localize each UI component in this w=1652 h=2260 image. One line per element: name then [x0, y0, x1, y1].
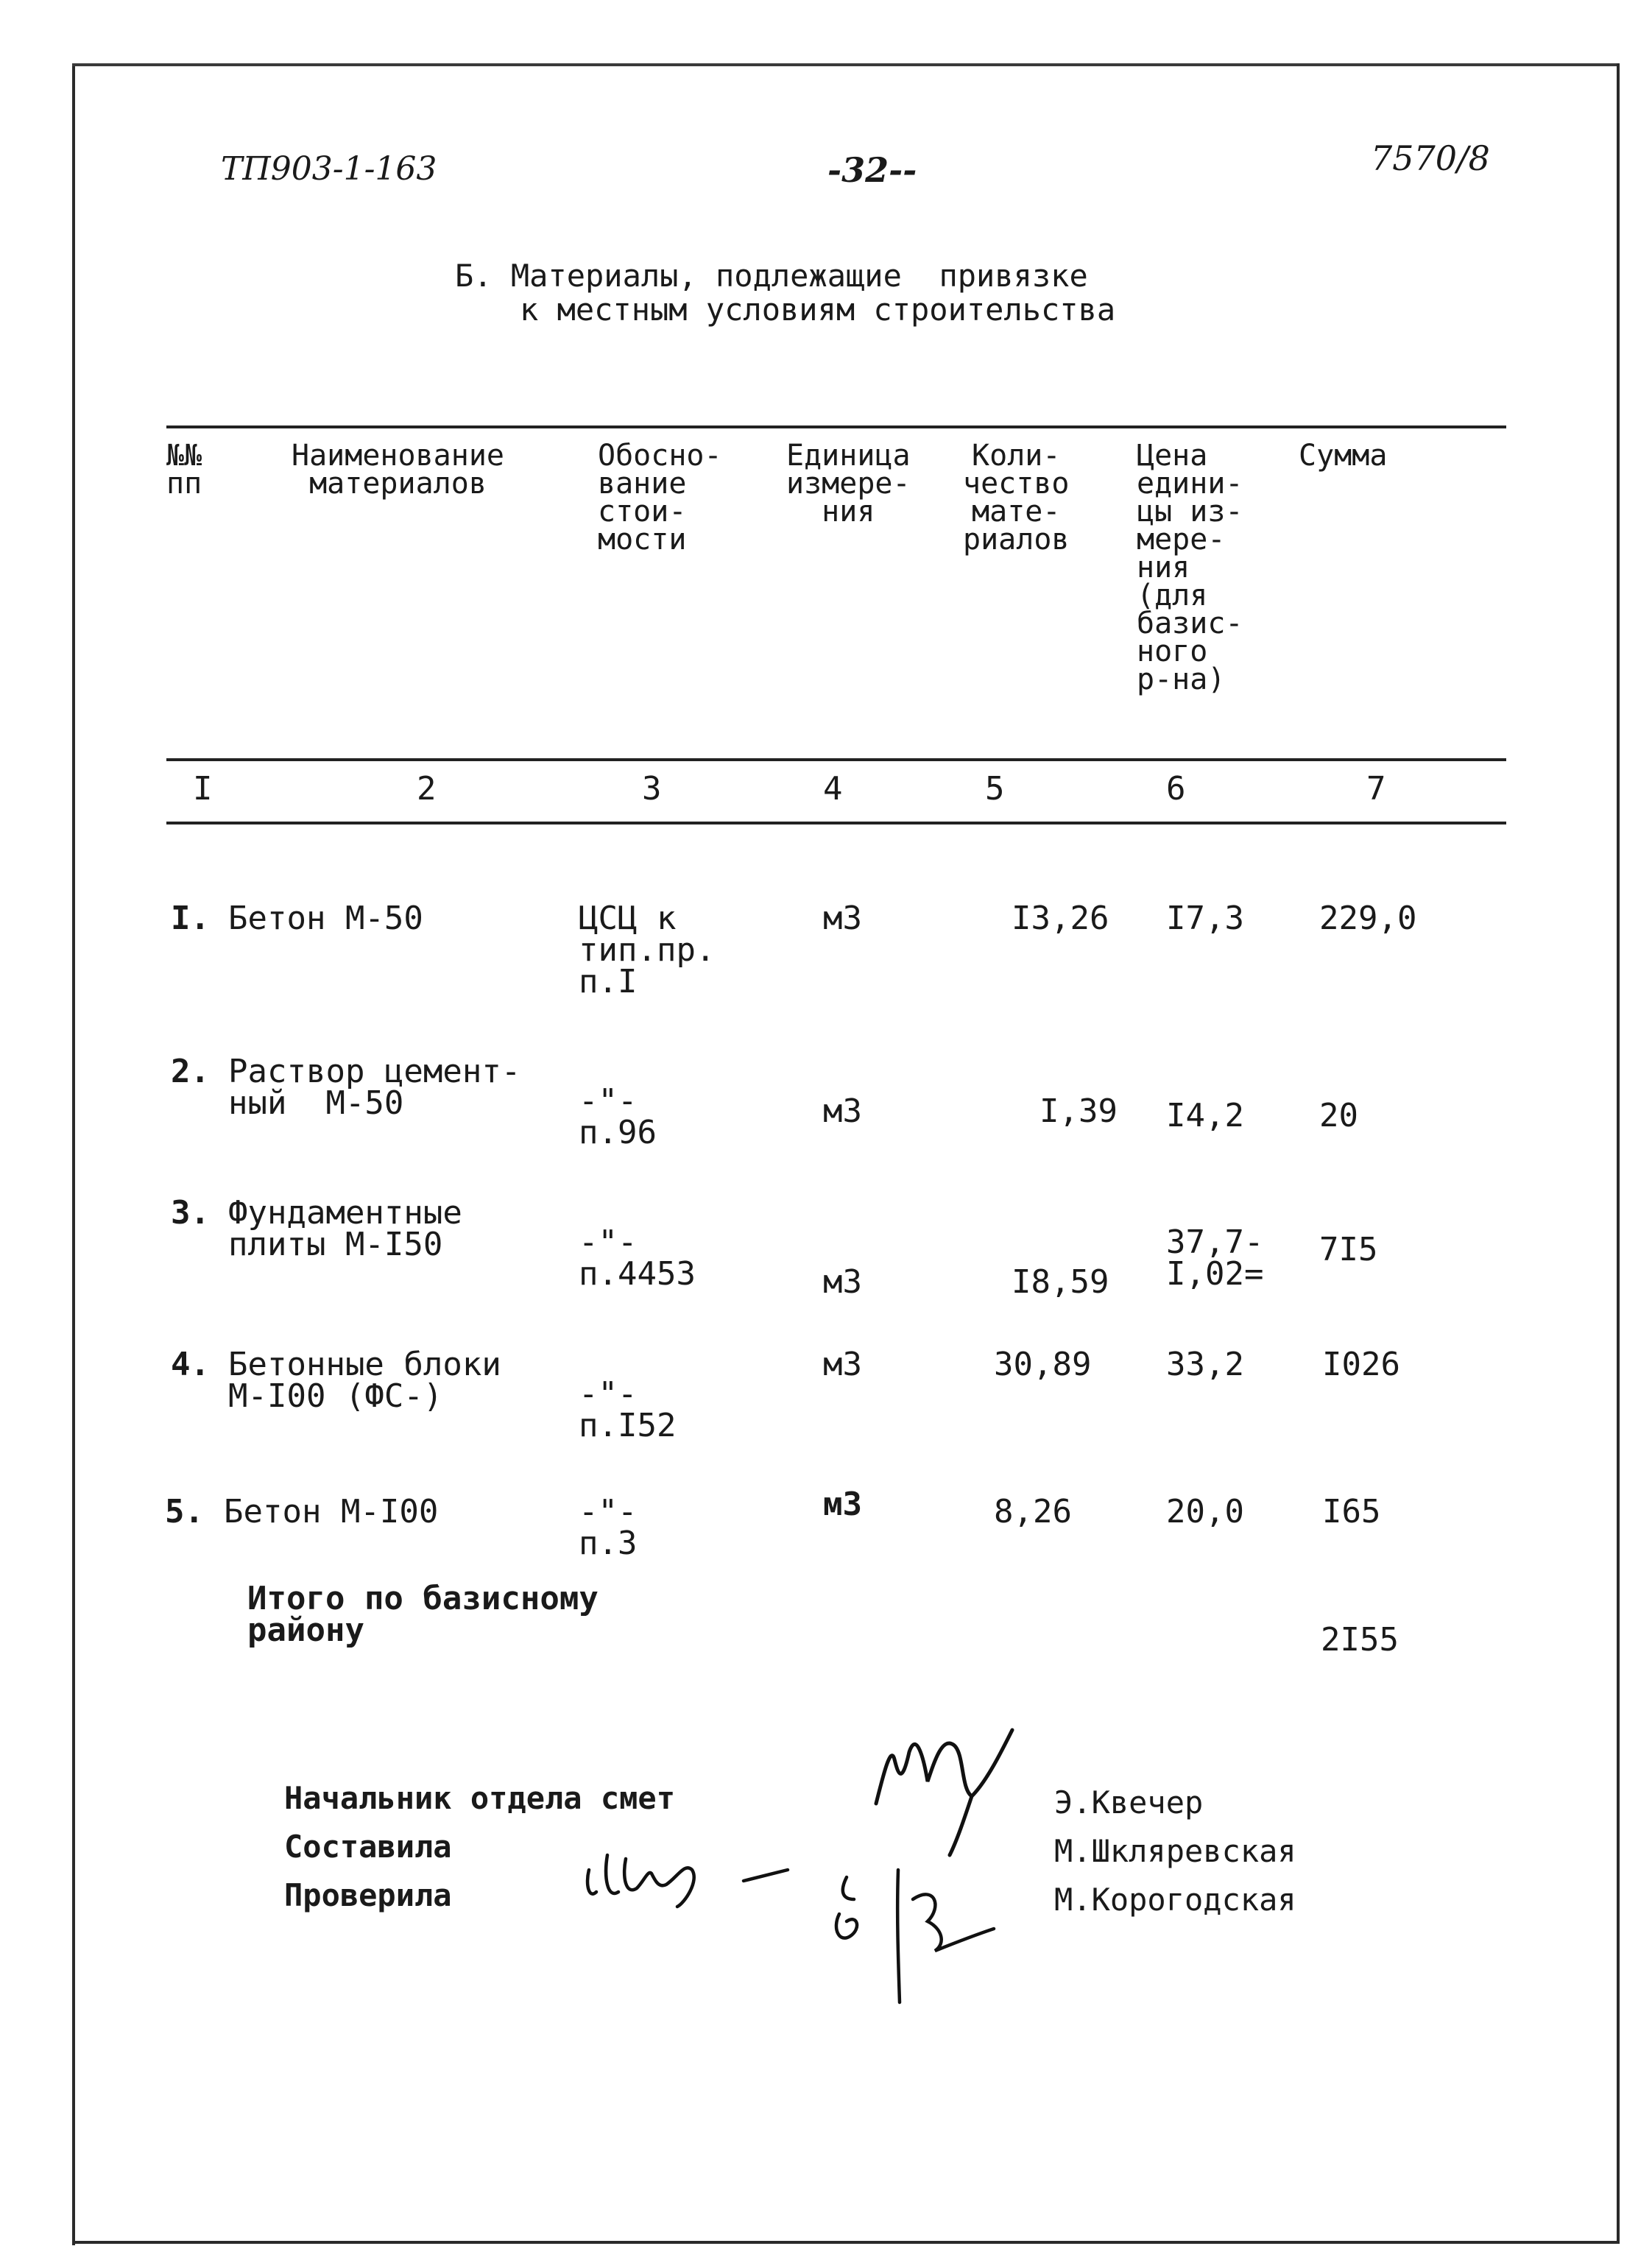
table-cell-sum: 229,0 — [1319, 900, 1417, 937]
col-number: 3 — [642, 770, 662, 808]
table-cell-name: Раствор цемент- ный М-50 — [228, 1053, 521, 1123]
table-cell-basis: -"- п.I52 — [579, 1375, 677, 1445]
table-cell-unit: м3 — [823, 1486, 862, 1523]
col-number: 5 — [985, 770, 1005, 808]
table-cell-qty: 30,89 — [994, 1346, 1092, 1383]
table-cell-basis: -"- п.3 — [579, 1493, 638, 1563]
col-number: 2 — [417, 770, 437, 808]
col-number: 7 — [1366, 770, 1386, 808]
total-label: Итого по базисному району — [247, 1580, 599, 1650]
page-frame-right — [1617, 63, 1620, 2242]
table-cell-name: Бетонные блоки М-I00 (ФС-) — [228, 1346, 501, 1416]
table-top-rule — [166, 425, 1506, 428]
table-cell-sum: 7I5 — [1319, 1231, 1378, 1268]
table-cell-no: I. — [171, 900, 210, 937]
signature-name: М.Корогодская — [1054, 1882, 1296, 1918]
table-cell-sum: I65 — [1322, 1493, 1381, 1530]
table-cell-unit: м3 — [823, 900, 862, 937]
col-header-sum: Сумма — [1299, 439, 1388, 473]
page-frame-left — [72, 66, 75, 2245]
table-header-rule — [166, 758, 1506, 761]
handwritten-signature-head — [854, 1715, 1031, 1862]
total-value: 2I55 — [1321, 1621, 1399, 1659]
section-title-line2: к местным условиям строительства — [520, 292, 1116, 328]
col-number: I — [193, 770, 213, 808]
table-cell-qty: 8,26 — [994, 1493, 1072, 1530]
section-title-line1: Б. Материалы, подлежащие привязке — [455, 258, 1088, 294]
table-cell-name: Бетон М-I00 — [224, 1493, 439, 1530]
signature-name: Э.Квечер — [1054, 1784, 1204, 1821]
signature-role: Составила — [284, 1829, 452, 1865]
col-header-name: Наименование материалов — [292, 439, 504, 501]
archive-number: 7570/8 — [1371, 138, 1490, 178]
table-cell-basis: -"- п.96 — [579, 1082, 657, 1152]
col-number: 6 — [1166, 770, 1186, 808]
table-cell-name: Бетон М-50 — [228, 900, 423, 937]
table-cell-price: 37,7- I,02= — [1166, 1223, 1264, 1293]
table-cell-price: I4,2 — [1166, 1097, 1244, 1134]
table-cell-no: 2. — [171, 1053, 210, 1090]
table-cell-sum: I026 — [1322, 1346, 1400, 1383]
col-header-no: №№ пп — [166, 439, 202, 501]
handwritten-signature-checker — [817, 1855, 1023, 2017]
table-cell-no: 3. — [171, 1194, 210, 1232]
table-cell-unit: м3 — [823, 1346, 862, 1383]
table-cell-qty: I3,26 — [1012, 900, 1109, 937]
handwritten-signature-compiler — [574, 1818, 825, 1914]
table-cell-basis: ЦСЦ к тип.пр. п.I — [579, 900, 716, 1001]
page-number: -32-- — [827, 150, 917, 190]
doc-code: ТП903-1-163 — [221, 150, 437, 188]
table-cell-qty: I8,59 — [1012, 1263, 1109, 1301]
table-cell-name: Фундаментные плиты М-I50 — [228, 1194, 462, 1264]
col-header-basis: Обосно- вание стои- мости — [598, 439, 722, 557]
table-cell-qty: I,39 — [1039, 1092, 1118, 1130]
table-cell-unit: м3 — [823, 1263, 862, 1301]
table-cell-price: 20,0 — [1166, 1493, 1244, 1530]
table-cell-sum: 20 — [1319, 1097, 1358, 1134]
table-cell-unit: м3 — [823, 1092, 862, 1130]
table-cell-price: 33,2 — [1166, 1346, 1244, 1383]
signature-role: Проверила — [284, 1877, 452, 1913]
col-header-price: Цена едини- цы из- мере- ния (для базис- ного р-на) — [1137, 439, 1243, 696]
table-cell-no: 4. — [171, 1346, 210, 1383]
signature-name: М.Шкляревская — [1054, 1833, 1296, 1869]
table-cell-basis: -"- п.4453 — [579, 1223, 696, 1293]
table-colnum-rule — [166, 822, 1506, 824]
col-header-unit: Единица измере- ния — [786, 439, 911, 529]
page-frame-top — [72, 63, 1620, 66]
col-number: 4 — [823, 770, 843, 808]
col-header-qty: Коли- чество мате- риалов — [963, 439, 1070, 557]
table-cell-no: 5. — [165, 1493, 204, 1530]
signature-role: Начальник отдела смет — [284, 1780, 676, 1816]
table-cell-price: I7,3 — [1166, 900, 1244, 937]
page-frame-bottom — [72, 2241, 1620, 2244]
